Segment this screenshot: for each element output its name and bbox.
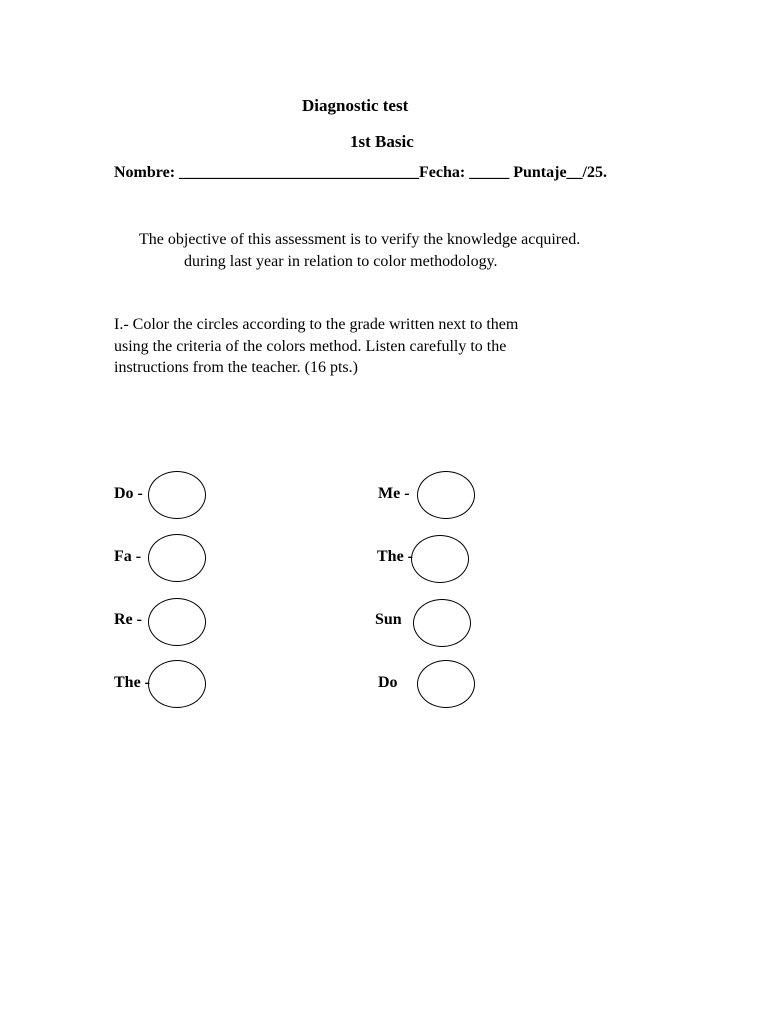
document-subtitle: 1st Basic [350, 132, 414, 151]
instruction-line-1: I.- Color the circles according to the grade written next to them [114, 316, 519, 333]
note-label-right-1: Me - [378, 485, 410, 502]
color-circle-right-2[interactable] [411, 535, 469, 583]
note-label-left-2: Fa - [114, 548, 142, 565]
note-label-right-2: The - [377, 548, 413, 565]
color-circle-left-2[interactable] [148, 534, 206, 582]
color-circle-left-4[interactable] [148, 660, 206, 708]
color-circle-left-3[interactable] [148, 598, 206, 646]
note-label-left-3: Re - [114, 611, 142, 628]
objective-line-1: The objective of this assessment is to verify the knowledge acquired. [139, 231, 581, 248]
color-circle-right-1[interactable] [417, 471, 475, 519]
student-info-line: Nombre: ______________________________Fecha: _____ Puntaje__/25. [114, 164, 607, 181]
note-label-right-4: Do [378, 674, 398, 691]
note-label-left-4: The - [114, 674, 150, 691]
instruction-line-3: instructions from the teacher. (16 pts.) [114, 359, 358, 376]
color-circle-right-4[interactable] [417, 660, 475, 708]
instruction-line-2: using the criteria of the colors method. Listen carefully to the [114, 338, 507, 355]
document-title: Diagnostic test [302, 96, 409, 115]
color-circle-right-3[interactable] [413, 599, 471, 647]
note-label-left-1: Do - [114, 485, 143, 502]
objective-line-2: during last year in relation to color methodology. [184, 253, 498, 270]
color-circle-left-1[interactable] [148, 471, 206, 519]
note-label-right-3: Sun [375, 611, 402, 628]
